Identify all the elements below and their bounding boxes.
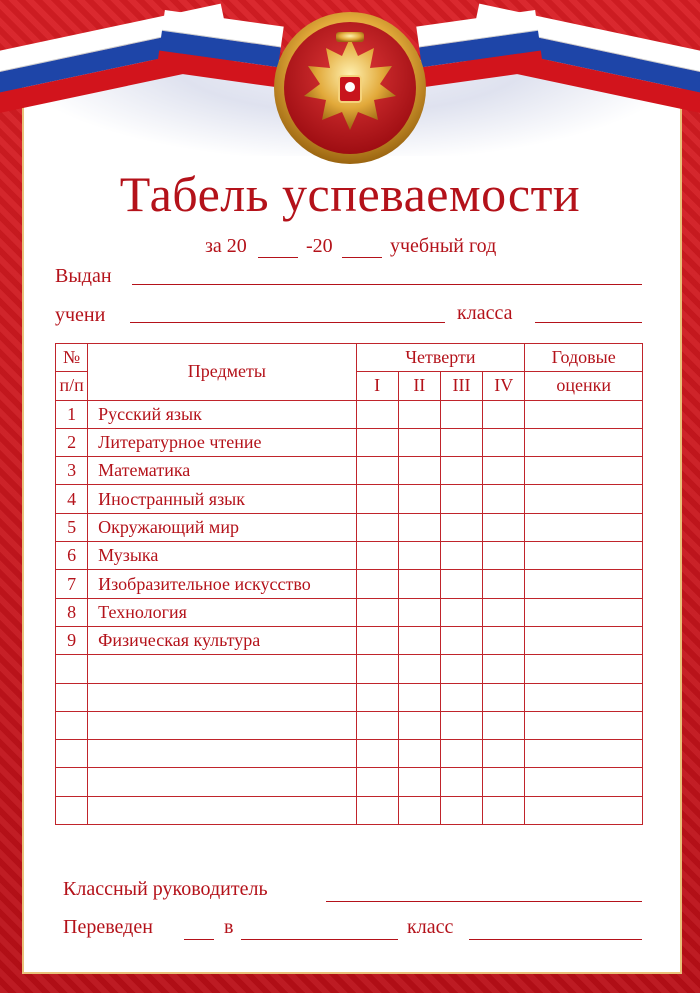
quarter-3-grade-cell[interactable] [440,542,482,570]
quarter-3-grade-cell[interactable] [440,428,482,456]
quarter-1-header: I [356,372,398,400]
quarter-4-grade-cell[interactable] [483,598,525,626]
quarter-3-grade-cell[interactable] [440,683,482,711]
table-row [56,796,643,824]
issued-field[interactable] [132,284,642,285]
year-start-field[interactable] [258,257,298,258]
transfer-from-field[interactable] [184,939,214,940]
quarter-2-header: II [398,372,440,400]
quarter-3-grade-cell[interactable] [440,485,482,513]
quarter-2-grade-cell[interactable] [398,796,440,824]
teacher-field[interactable] [326,901,642,902]
quarters-header: Четверти [356,344,525,372]
annual-grade-cell[interactable] [525,428,643,456]
row-number [56,655,88,683]
row-number: 9 [56,626,88,654]
annual-grade-cell[interactable] [525,400,643,428]
annual-header-top: Годовые [525,344,643,372]
quarter-1-grade-cell[interactable] [356,768,398,796]
subject-name [88,711,356,739]
year-prefix: за 20 [205,235,247,257]
quarter-3-grade-cell[interactable] [440,796,482,824]
annual-grade-cell[interactable] [525,655,643,683]
row-number [56,740,88,768]
subject-name: Математика [88,457,356,485]
table-row [56,485,643,513]
quarter-1-grade-cell[interactable] [356,485,398,513]
annual-grade-cell[interactable] [525,570,643,598]
row-number: 1 [56,400,88,428]
year-end-field[interactable] [342,257,382,258]
quarter-2-grade-cell[interactable] [398,542,440,570]
quarter-2-grade-cell[interactable] [398,683,440,711]
annual-header-bottom: оценки [525,372,643,400]
annual-grade-cell[interactable] [525,711,643,739]
table-row [56,655,643,683]
annual-grade-cell[interactable] [525,598,643,626]
quarter-3-grade-cell[interactable] [440,768,482,796]
quarter-2-grade-cell[interactable] [398,428,440,456]
quarter-2-grade-cell[interactable] [398,598,440,626]
table-row [56,711,643,739]
subject-name [88,796,356,824]
quarter-2-grade-cell[interactable] [398,485,440,513]
table-row [56,768,643,796]
quarter-1-grade-cell[interactable] [356,570,398,598]
quarter-4-header: IV [483,372,525,400]
quarter-3-grade-cell[interactable] [440,598,482,626]
annual-grade-cell[interactable] [525,626,643,654]
quarter-4-grade-cell[interactable] [483,570,525,598]
grades-table [55,343,643,825]
subject-name [88,768,356,796]
table-row [56,740,643,768]
quarter-2-grade-cell[interactable] [398,513,440,541]
quarter-1-grade-cell[interactable] [356,796,398,824]
quarter-4-grade-cell[interactable] [483,740,525,768]
quarter-1-grade-cell[interactable] [356,711,398,739]
quarter-4-grade-cell[interactable] [483,428,525,456]
quarter-4-grade-cell[interactable] [483,796,525,824]
row-number: 4 [56,485,88,513]
class-label: класса [457,302,513,324]
teacher-label: Классный руководитель [63,878,268,900]
table-row [56,626,643,654]
quarter-3-grade-cell[interactable] [440,711,482,739]
document-title: Табель успеваемости [119,166,581,222]
quarter-1-grade-cell[interactable] [356,683,398,711]
subject-name: Физическая культура [88,626,356,654]
quarter-4-grade-cell[interactable] [483,655,525,683]
transfer-label: Переведен [63,916,153,938]
quarter-1-grade-cell[interactable] [356,598,398,626]
annual-grade-cell[interactable] [525,513,643,541]
row-number: 5 [56,513,88,541]
quarter-1-grade-cell[interactable] [356,740,398,768]
annual-grade-cell[interactable] [525,796,643,824]
quarter-3-grade-cell[interactable] [440,570,482,598]
row-number [56,711,88,739]
row-number: 8 [56,598,88,626]
subject-name: Иностранный язык [88,485,356,513]
row-number [56,768,88,796]
row-number: 7 [56,570,88,598]
table-row [56,542,643,570]
in-label: в [224,916,234,938]
subject-name: Изобразительное искусство [88,570,356,598]
quarter-4-grade-cell[interactable] [483,683,525,711]
annual-grade-cell[interactable] [525,740,643,768]
quarter-4-grade-cell[interactable] [483,768,525,796]
quarter-3-header: III [440,372,482,400]
quarter-1-grade-cell[interactable] [356,457,398,485]
quarter-3-grade-cell[interactable] [440,457,482,485]
quarter-1-grade-cell[interactable] [356,400,398,428]
quarter-2-grade-cell[interactable] [398,740,440,768]
quarter-4-grade-cell[interactable] [483,542,525,570]
quarter-2-grade-cell[interactable] [398,711,440,739]
num-header: № [56,344,88,372]
subject-name: Технология [88,598,356,626]
row-number [56,796,88,824]
table-row [56,683,643,711]
year-suffix: учебный год [390,235,497,257]
quarter-1-grade-cell[interactable] [356,428,398,456]
annual-grade-cell[interactable] [525,683,643,711]
quarter-4-grade-cell[interactable] [483,485,525,513]
quarter-1-grade-cell[interactable] [356,626,398,654]
quarter-2-grade-cell[interactable] [398,655,440,683]
pupil-field[interactable] [130,322,445,323]
quarter-3-grade-cell[interactable] [440,513,482,541]
subject-name [88,683,356,711]
annual-grade-cell[interactable] [525,485,643,513]
row-number [56,683,88,711]
quarter-2-grade-cell[interactable] [398,570,440,598]
quarter-2-grade-cell[interactable] [398,768,440,796]
issued-label: Выдан [55,265,112,287]
quarter-3-grade-cell[interactable] [440,740,482,768]
num-header-sub: п/п [56,372,88,400]
coat-of-arms-emblem-icon [270,8,430,168]
quarter-4-grade-cell[interactable] [483,711,525,739]
class-field[interactable] [535,322,642,323]
transfer-class-field[interactable] [469,939,642,940]
subject-name: Русский язык [88,400,356,428]
table-row [56,513,643,541]
row-number: 3 [56,457,88,485]
year-middle: -20 [306,235,333,257]
annual-grade-cell[interactable] [525,768,643,796]
subject-name [88,655,356,683]
transfer-class-label: класс [407,916,454,938]
subject-name: Музыка [88,542,356,570]
quarter-1-grade-cell[interactable] [356,542,398,570]
quarter-2-grade-cell[interactable] [398,626,440,654]
table-row [56,457,643,485]
quarter-1-grade-cell[interactable] [356,655,398,683]
quarter-3-grade-cell[interactable] [440,655,482,683]
row-number: 2 [56,428,88,456]
table-row [56,598,643,626]
table-row [56,400,643,428]
quarter-1-grade-cell[interactable] [356,513,398,541]
pupil-label: учени [55,304,106,326]
annual-grade-cell[interactable] [525,457,643,485]
row-number: 6 [56,542,88,570]
quarter-2-grade-cell[interactable] [398,400,440,428]
annual-grade-cell[interactable] [525,542,643,570]
subject-name: Окружающий мир [88,513,356,541]
quarter-3-grade-cell[interactable] [440,626,482,654]
quarter-4-grade-cell[interactable] [483,626,525,654]
quarter-4-grade-cell[interactable] [483,457,525,485]
table-row [56,570,643,598]
table-row [56,428,643,456]
subjects-header: Предметы [88,344,356,401]
transfer-to-field[interactable] [241,939,398,940]
quarter-4-grade-cell[interactable] [483,513,525,541]
quarter-3-grade-cell[interactable] [440,400,482,428]
subject-name [88,740,356,768]
subject-name: Литературное чтение [88,428,356,456]
quarter-4-grade-cell[interactable] [483,400,525,428]
quarter-2-grade-cell[interactable] [398,457,440,485]
